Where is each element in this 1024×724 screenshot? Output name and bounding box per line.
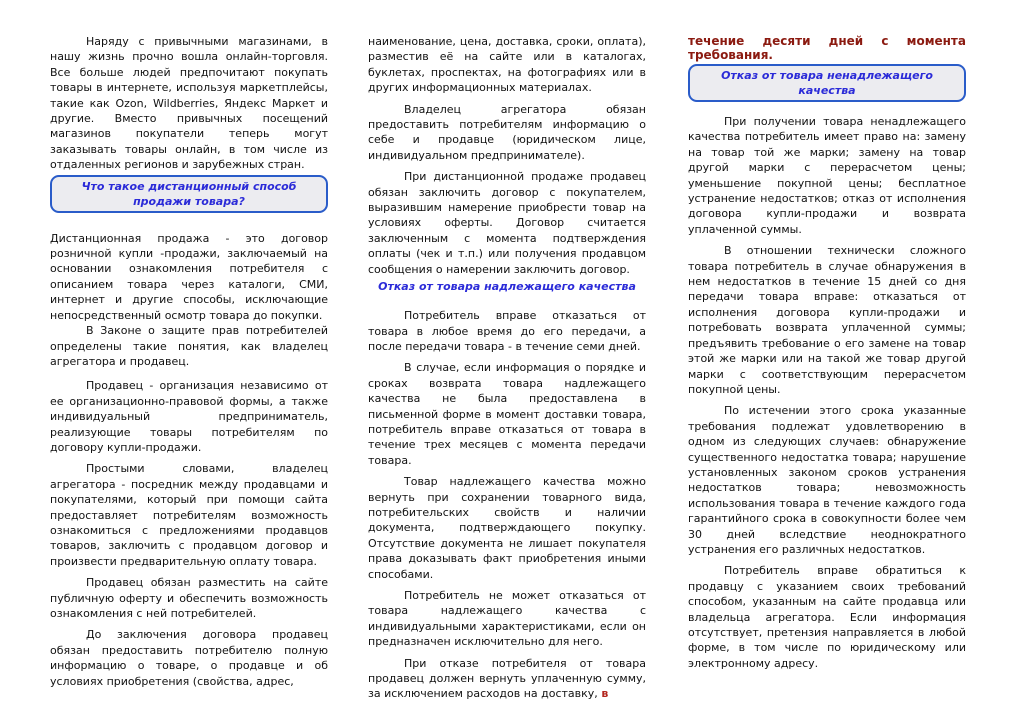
paragraph: Простыми словами, владелец агрегатора - посредник между продавцами и покупателями, который при помощи сайта предоставляет потребителям возможность ознакомиться с предложениями продавцов товаров, заключить с продавцом договор и произвести предварительную оплату товара. bbox=[50, 462, 328, 568]
paragraph: В отношении технически сложного товара потребитель в случае обнаружения в нем недостатков в течение 15 дней со дня передачи товара вправе: отказаться от исполнения договора купли-продажи и потребовать возврата уплаченной суммы; предъявить требование о его замене на товар этой же марки или на такой же товар другой марки с соответствующим перерасчетом покупной цены. bbox=[688, 244, 966, 396]
continued-heading-text: течение десяти дней с момента требования. bbox=[688, 34, 966, 62]
paragraph: Продавец обязан разместить на сайте публичную оферту и обеспечить возможность ознакомления с ней потребителей. bbox=[50, 576, 328, 620]
paragraph: Потребитель вправе отказаться от товара в любое время до его передачи, а после передачи товара - в течение семи дней. bbox=[368, 309, 646, 353]
paragraph: По истечении этого срока указанные требования подлежат удовлетворению в одном из следующих случаев: обнаружение существенного недостатка товара; нарушение установленных законом сроков устранения недостатков товара; невозможность использования товара в течение каждого года гарантийного срока в совокупности более чем 30 дней вследствие неоднократного устранения его различных недостатков. bbox=[688, 404, 966, 556]
paragraph: Владелец агрегатора обязан предоставить потребителям информацию о себе и продавце (юридическом лице, индивидуальном предпринимателе). bbox=[368, 102, 646, 162]
paragraph: Продавец - организация независимо от ее организационно-правовой формы, а также индивидуальный предприниматель, реализующие товары потребителям по договору купли-продажи. bbox=[50, 379, 328, 454]
paragraph: До заключения договора продавец обязан предоставить потребителю полную информацию о товаре, о продавце и об условиях приобретения (свойства, адрес, bbox=[50, 628, 328, 688]
paragraph: Потребитель не может отказаться от товара надлежащего качества с индивидуальными характеристиками, если он предназначен исключительно для него. bbox=[368, 589, 646, 649]
paragraph: В Законе о защите прав потребителей определены такие понятия, как владелец агрегатора и продавец. bbox=[50, 324, 328, 368]
intro-paragraph: Наряду с привычными магазинами, в нашу жизнь прочно вошла онлайн-торговля. Все больше людей предпочитают покупать товары в интернете, используя маркетплейсы, такие как Ozon, Wildberries, Яндекс Маркет и другие. Вместо привычных посещений магазинов покупатели теперь могут заказывать товары онлайн, в том числе из отдаленных регионов и зарубежных стран. bbox=[50, 35, 328, 172]
paragraph: При получении товара ненадлежащего качества потребитель имеет право на: замену на товар той же марки; замену на товар другой марки с перерасчетом цены; уменьшение покупной цены; бесплатное устранение недостатков; отказ от исполнения договора купли-продажи и возврата уплаченной суммы. bbox=[688, 115, 966, 236]
column-3 bbox=[688, 34, 966, 671]
paragraph: Товар надлежащего качества можно вернуть при сохранении товарного вида, потребительских свойств и наличии документа, подтверждающего покупку. Отсутствие документа не лишает покупателя права доказывать факт приобретения иными способами. bbox=[368, 475, 646, 581]
paragraph: Дистанционная продажа - это договор розничной купли -продажи, заключаемый на основании ознакомления потребителя с описанием товара через каталоги, СМИ, интернет и другие способы, исключающие непосредственный осмотр товара до покупки. bbox=[50, 231, 328, 322]
section-heading-distance-sale: Что такое дистанционный способ продажи товара? bbox=[50, 175, 328, 213]
continued-text: в bbox=[601, 687, 609, 701]
paragraph: В случае, если информация о порядке и сроках возврата товара надлежащего качества не была предоставлена в письменной форме в момент доставки товара, потребитель вправе отказаться от товара в течение трех месяцев с момента передачи товара. bbox=[368, 361, 646, 467]
section-heading-proper-quality: Отказ от товара надлежащего качества bbox=[378, 280, 636, 294]
paragraph-text: При отказе потребителя от товара продавец должен вернуть уплаченную сумму, за исключением расходов на доставку, bbox=[368, 656, 646, 701]
paragraph: При дистанционной продаже продавец обязан заключить договор с покупателем, выразившим намерение приобрести товар на условиях оферты. Договор считается заключенным с момента подтверждения оплаты (чек и т.п.) или получения продавцом сообщения о намерении заключить договор. bbox=[368, 170, 646, 276]
paragraph: наименование, цена, доставка, сроки, оплата), разместив её на сайте или в каталогах, буклетах, проспектах, на фотографиях или в других информационных материалах. bbox=[368, 35, 646, 95]
column-2 bbox=[368, 34, 646, 702]
paragraph: Потребитель вправе обратиться к продавцу с указанием своих требований способом, указанным на сайте продавца или владельца агрегатора. Если информация отсутствует, претензия направляется в любой форме, в том числе по юридическому или электронному адресу. bbox=[688, 564, 966, 670]
section-heading-improper-quality: Отказ от товара ненадлежащего качества bbox=[688, 64, 966, 102]
column-1 bbox=[50, 34, 328, 689]
paragraph bbox=[368, 656, 646, 702]
